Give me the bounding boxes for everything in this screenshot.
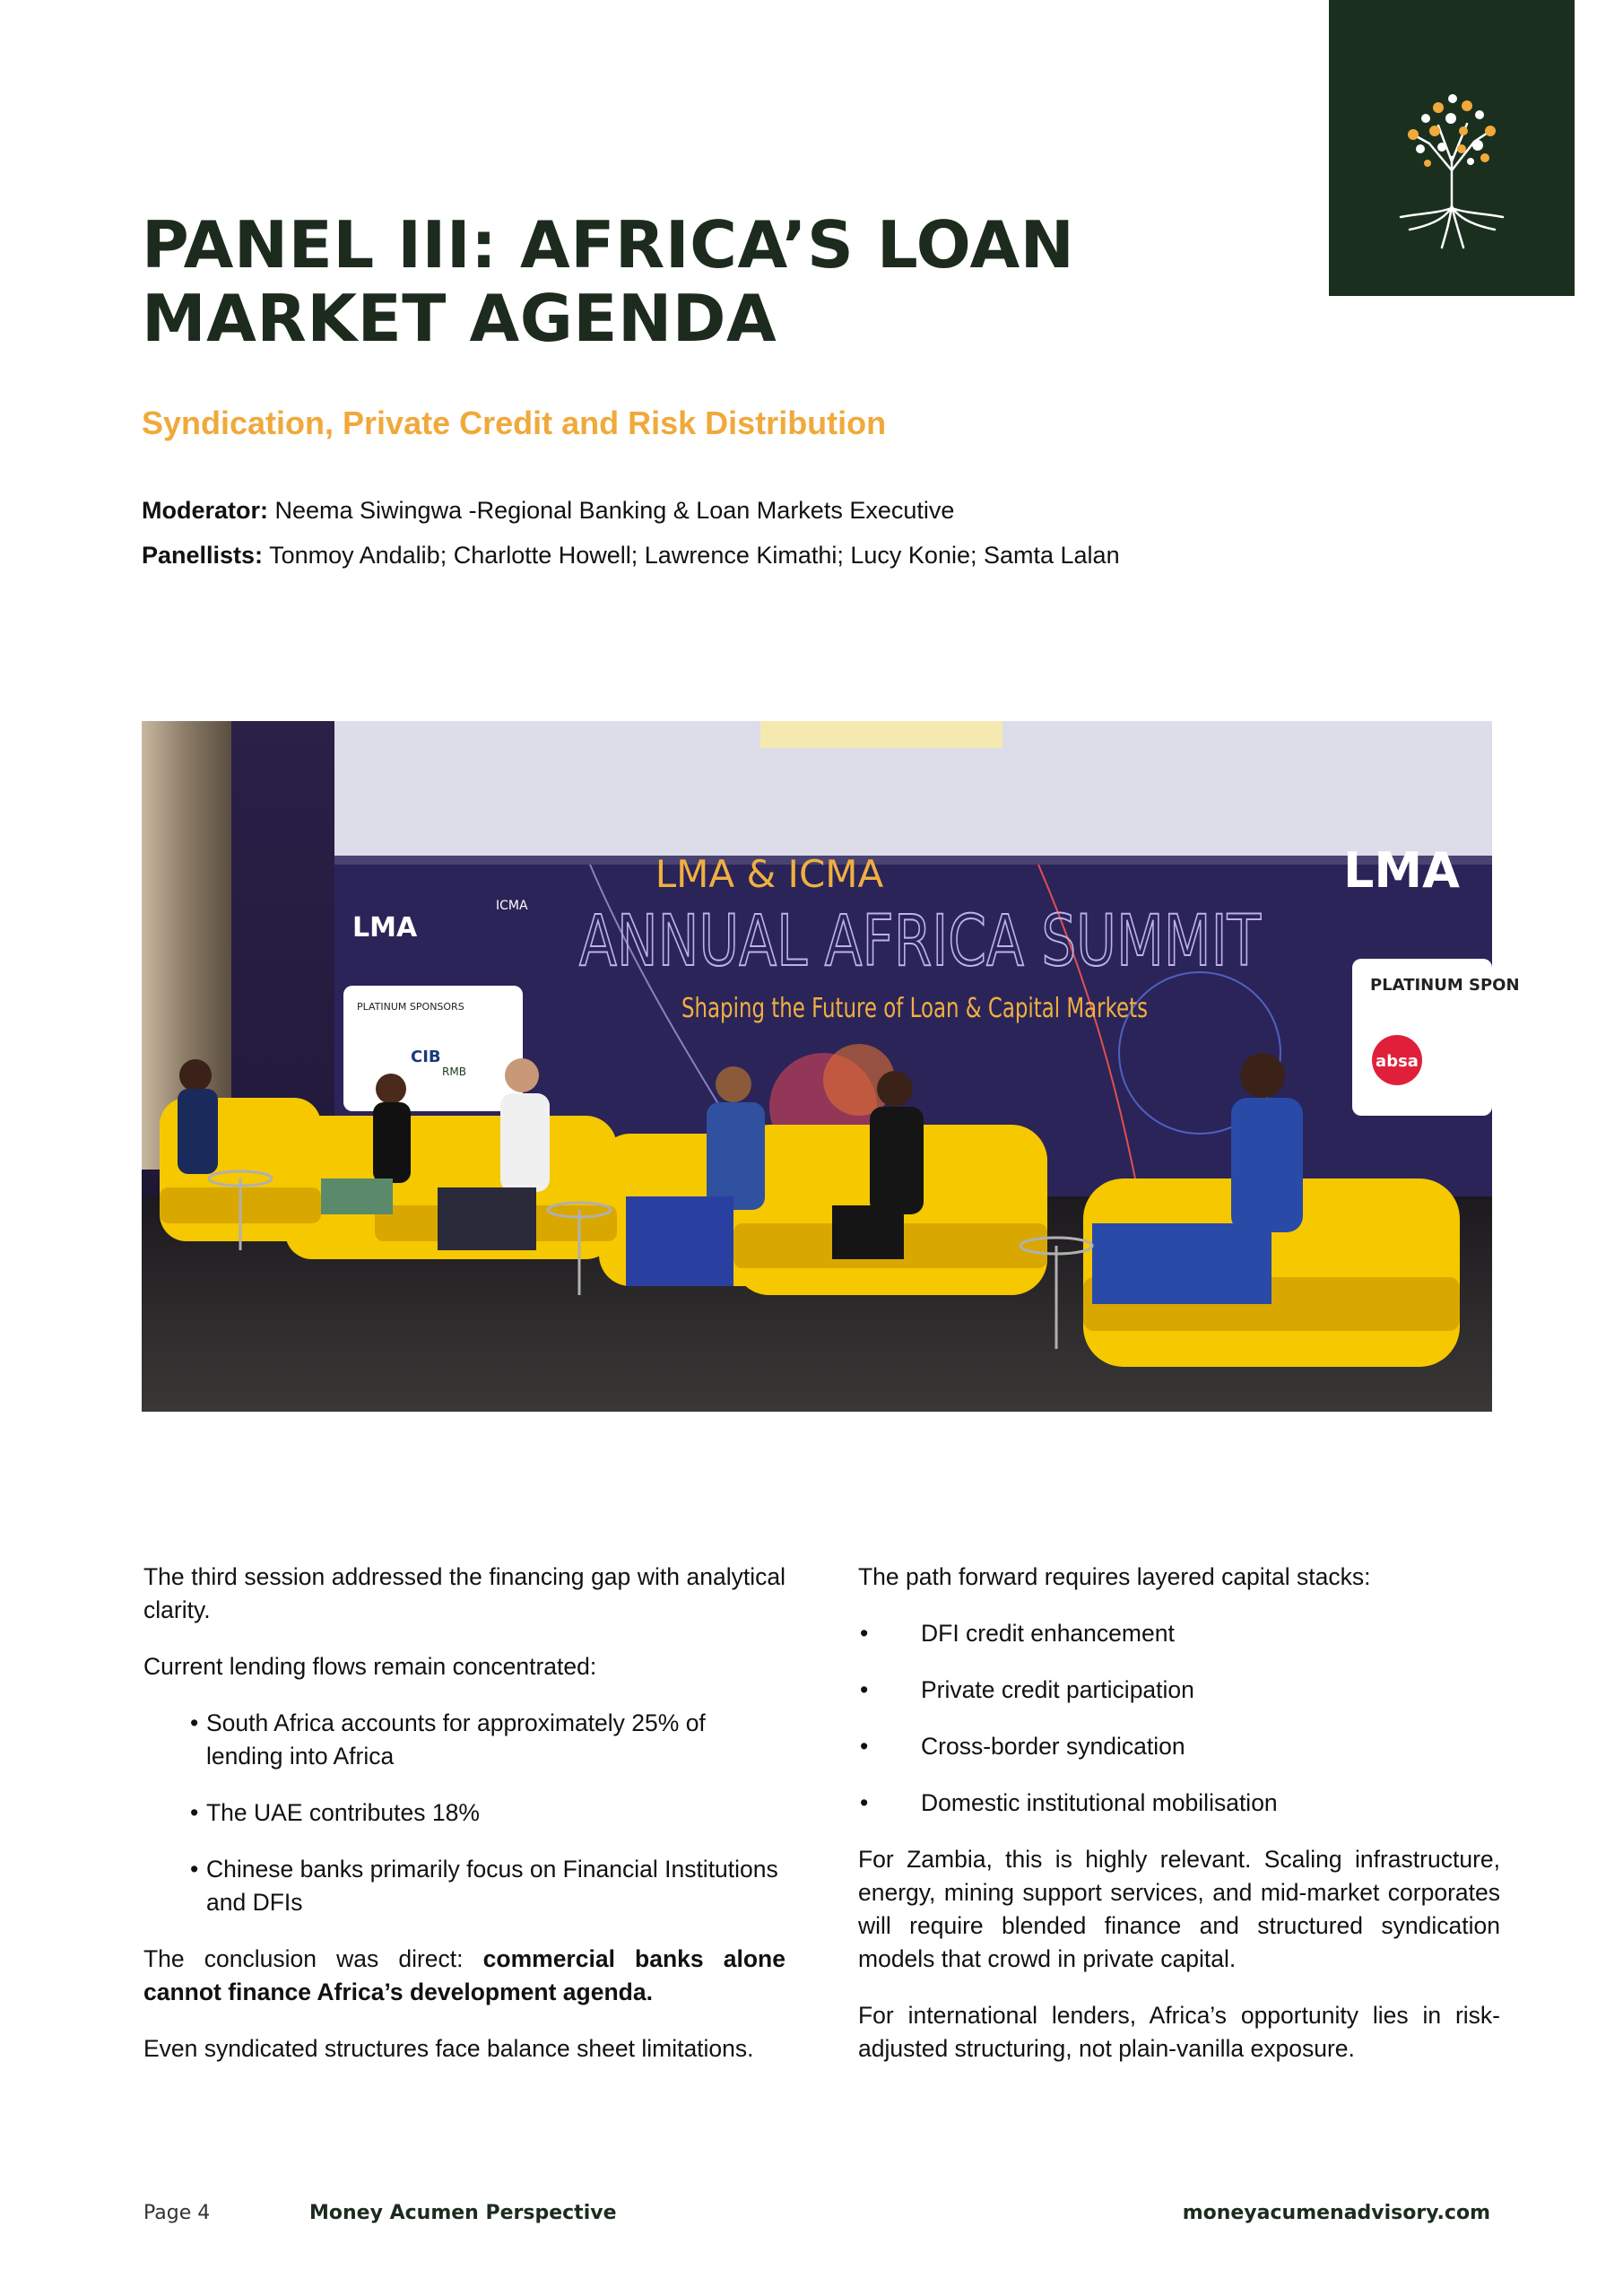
conclusion-lead: The conclusion was direct: xyxy=(143,1945,483,1972)
sponsor-rmb: RMB xyxy=(442,1065,466,1078)
right-column xyxy=(858,1561,1500,2089)
banner-left-logo: LMA xyxy=(352,912,418,944)
panellists-label: Panellists: xyxy=(142,542,264,569)
list-item: • The UAE contributes 18% xyxy=(143,1796,785,1830)
bullet-icon: • xyxy=(190,1799,199,1826)
right-paragraph-lenders: For international lenders, Africa’s opportunity lies in risk-adjusted structuring, not plain-vanilla exposure. xyxy=(858,2002,1500,2062)
moderator-value: Neema Siwingwa -Regional Banking & Loan Markets Executive xyxy=(268,497,955,524)
page-title xyxy=(142,208,1307,355)
sponsor-board-left-title: PLATINUM SPONSORS xyxy=(357,1001,464,1013)
banner-right-logo: LMA xyxy=(1343,842,1460,899)
left-paragraph-conclusion xyxy=(143,1943,785,2009)
banner-top-text: LMA & ICMA xyxy=(655,852,884,896)
list-item: • Private credit participation xyxy=(858,1674,1500,1707)
left-paragraph-1: The third session addressed the financing gap with analytical clarity. xyxy=(143,1563,785,1623)
bullet-icon: • xyxy=(860,1733,869,1760)
list-item: • Domestic institutional mobilisation xyxy=(858,1787,1500,1820)
title-line-1: PANEL III: AFRICA’S LOAN xyxy=(142,207,1075,283)
left-paragraph-2: Current lending flows remain concentrated: xyxy=(143,1653,597,1680)
sponsor-cib: CIB xyxy=(411,1048,441,1066)
bullet-icon: • xyxy=(190,1856,199,1883)
banner-main-text: ANNUAL AFRICA SUMMIT xyxy=(579,901,1262,982)
bullet-icon: • xyxy=(860,1620,869,1647)
conclusion-bold: commercial banks alone cannot finance Africa’s development agenda. xyxy=(143,1945,785,2005)
tree-of-life-icon xyxy=(1374,72,1530,251)
sponsor-board-right-title: PLATINUM SPON xyxy=(1370,976,1520,995)
footer-brand: Money Acumen Perspective xyxy=(309,2202,617,2224)
moderator-line xyxy=(142,497,954,525)
bullet-icon: • xyxy=(190,1709,199,1736)
list-item: • South Africa accounts for approximately 25% of lending into Africa xyxy=(143,1707,785,1773)
left-paragraph-4: Even syndicated structures face balance sheet limitations. xyxy=(143,2035,754,2062)
list-item: • Chinese banks primarily focus on Financial Institutions and DFIs xyxy=(143,1853,785,1919)
panel-photo xyxy=(142,721,1520,1412)
sponsor-absa: absa xyxy=(1376,1052,1419,1071)
footer-page-number: Page 4 xyxy=(143,2202,211,2224)
lending-flows-list xyxy=(143,1707,785,1919)
right-paragraph-zambia: For Zambia, this is highly relevant. Scaling infrastructure, energy, mining support services, and mid-market corporates will require blended finance and structured syndication models that crowd in private capital. xyxy=(858,1846,1500,1972)
brand-logo-box xyxy=(1329,0,1575,296)
bullet-icon: • xyxy=(860,1676,869,1703)
list-item: • DFI credit enhancement xyxy=(858,1617,1500,1650)
bullet-icon: • xyxy=(860,1789,869,1816)
list-item: • Cross-border syndication xyxy=(858,1730,1500,1763)
footer-website-link[interactable]: moneyacumenadvisory.com xyxy=(1182,2202,1490,2224)
moderator-label: Moderator: xyxy=(142,497,268,524)
banner-tagline-text: Shaping the Future of Loan & Capital Markets xyxy=(681,993,1148,1024)
panel-photo-illustration xyxy=(142,721,1520,1412)
capital-stack-list xyxy=(858,1617,1500,1820)
right-paragraph-1: The path forward requires layered capital stacks: xyxy=(858,1563,1371,1590)
page-subtitle: Syndication, Private Credit and Risk Distribution xyxy=(142,404,887,441)
banner-icma-logo: ICMA xyxy=(496,899,528,913)
panellists-line xyxy=(142,542,1120,570)
left-column xyxy=(143,1561,785,2089)
panellists-value: Tonmoy Andalib; Charlotte Howell; Lawrence Kimathi; Lucy Konie; Samta Lalan xyxy=(263,542,1120,569)
title-line-2: MARKET AGENDA xyxy=(142,281,777,356)
